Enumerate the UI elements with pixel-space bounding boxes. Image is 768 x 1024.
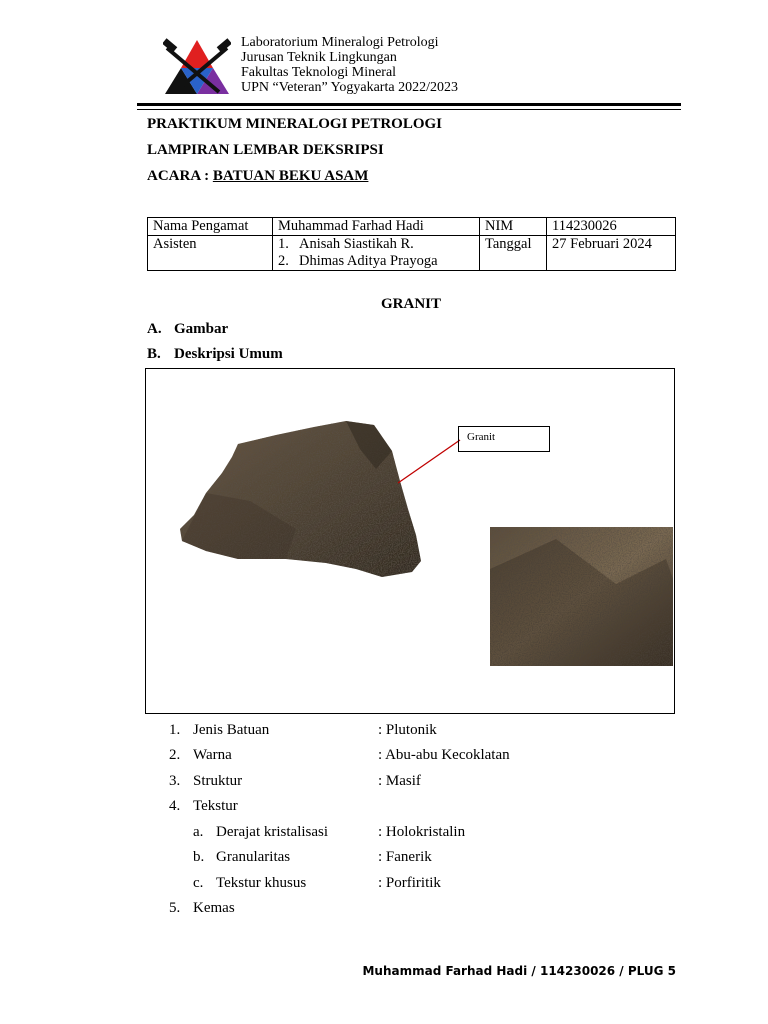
- nama-label: Nama Pengamat: [148, 218, 273, 236]
- nim-value: 114230026: [547, 218, 676, 236]
- lab-logo: [163, 38, 231, 96]
- section-b-heading: B. Deskripsi Umum: [147, 346, 283, 362]
- asisten-1: Anisah Siastikah R.: [299, 236, 414, 252]
- nim-label: NIM: [480, 218, 547, 236]
- photo-callout-label: Granit: [458, 426, 550, 452]
- nama-value: Muhammad Farhad Hadi: [273, 218, 480, 236]
- header-line: Laboratorium Mineralogi Petrologi: [241, 35, 439, 50]
- asisten-label: Asisten: [148, 236, 273, 271]
- callout-leader-line: [398, 440, 460, 483]
- header-rule-thick: [137, 103, 681, 106]
- asisten-2: Dhimas Aditya Prayoga: [299, 253, 438, 269]
- tanggal-value: 27 Februari 2024: [547, 236, 676, 271]
- header-line: UPN “Veteran” Yogyakarta 2022/2023: [241, 80, 458, 95]
- lab-header-text: [241, 35, 458, 95]
- header-line: Jurusan Teknik Lingkungan: [241, 50, 397, 65]
- title-lampiran: LAMPIRAN LEMBAR DEKSRIPSI: [147, 142, 384, 158]
- header-rule-thin: [137, 109, 681, 110]
- rock-title: GRANIT: [380, 296, 441, 312]
- header-line: Fakultas Teknologi Mineral: [241, 65, 397, 80]
- title-acara: ACARA : BATUAN BEKU ASAM: [147, 168, 369, 184]
- page-footer: Muhammad Farhad Hadi / 114230026 / PLUG 5: [362, 964, 676, 978]
- asisten-list: 1. Anisah Siastikah R. 2. Dhimas Aditya Prayoga: [273, 236, 480, 271]
- section-a-heading: A. Gambar: [147, 321, 229, 337]
- rock-photo: [146, 369, 674, 713]
- rock-photo-frame: [145, 368, 675, 714]
- tanggal-label: Tanggal: [480, 236, 547, 271]
- observer-info-table: [147, 217, 676, 271]
- title-praktikum: PRAKTIKUM MINERALOGI PETROLOGI: [147, 116, 443, 132]
- acara-value: BATUAN BEKU ASAM: [212, 168, 369, 184]
- document-titles: [147, 116, 442, 194]
